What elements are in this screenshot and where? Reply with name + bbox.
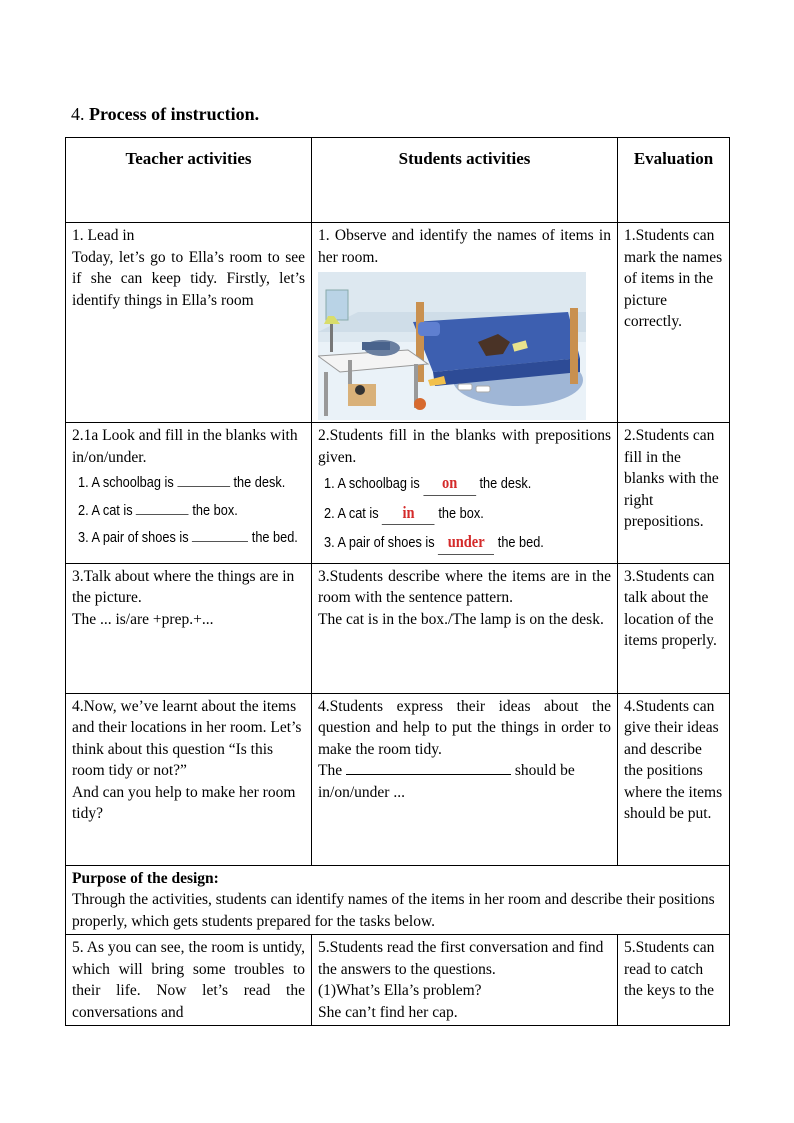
- students-cell: [312, 693, 618, 865]
- exercise-number: 2.: [78, 501, 89, 519]
- evaluation-cell: 5.Students can read to catch the keys to the: [618, 935, 730, 1026]
- exercise-text: the bed.: [497, 534, 544, 551]
- exercise-text: A schoolbag is: [337, 475, 420, 492]
- exercise-blank: [177, 486, 230, 487]
- table-row: [66, 935, 730, 1026]
- exercise-text: A pair of shoes is: [91, 529, 189, 546]
- exercise-text: the bed.: [251, 529, 298, 546]
- students-text: 1. Observe and identify the names of items in her room.: [318, 227, 611, 266]
- exercise-text: A schoolbag is: [91, 474, 174, 491]
- pattern-end: should be in/on/under ...: [318, 762, 575, 801]
- heading-title: Process of instruction.: [89, 104, 260, 124]
- pattern-blank: [346, 760, 511, 775]
- teacher-cell: [66, 423, 312, 564]
- pattern-start: The: [318, 762, 343, 779]
- exercise-text: the desk.: [479, 475, 532, 492]
- exercise-blank: [136, 514, 189, 515]
- table-row: [66, 563, 730, 693]
- table-row: [66, 423, 730, 564]
- students-cell: [312, 423, 618, 564]
- students-cell: [312, 223, 618, 423]
- teacher-cell: 1. Lead in Today, let’s go to Ella’s room to see if she can keep tidy. Firstly, let’s identify things in Ella’s room: [66, 223, 312, 423]
- purpose-title: Purpose of the design:: [72, 869, 219, 887]
- teacher-cell: 3.Talk about where the things are in the picture. The ... is/are +prep.+...: [66, 563, 312, 693]
- exercise-blank: [192, 541, 248, 542]
- exercise-blank: [382, 502, 435, 526]
- exercise-text: the box.: [192, 501, 238, 519]
- header-row: [66, 138, 730, 223]
- exercise-number: 2.: [324, 504, 335, 522]
- exercise-answer: in: [402, 502, 415, 522]
- table-row: [66, 223, 730, 423]
- evaluation-cell: 3.Students can talk about the location of the items properly.: [618, 563, 730, 693]
- sentence-pattern: [318, 760, 611, 803]
- teacher-cell: 5. As you can see, the room is untidy, which will bring some troubles to their life. Now let’s read the conversations and: [66, 935, 312, 1026]
- students-text: 2.Students fill in the blanks with prepositions given.: [318, 427, 611, 466]
- exercise-text: A pair of shoes is: [337, 534, 435, 551]
- table-row: [66, 693, 730, 865]
- instruction-table: [65, 137, 730, 1026]
- students-cell: 3.Students describe where the items are in the room with the sentence pattern. The cat is in the box./The lamp is on the desk.: [312, 563, 618, 693]
- bedroom-illustration: [318, 272, 586, 420]
- exercise-number: 1.: [324, 475, 335, 492]
- exercise-item: [324, 531, 568, 555]
- exercise-answer: on: [441, 473, 458, 492]
- teacher-text: 2.1a Look and fill in the blanks with in/on/under.: [72, 427, 298, 466]
- students-text: 4.Students express their ideas about the question and help to put the things in order to make the room tidy.: [318, 697, 611, 758]
- teacher-cell: 4.Now, we’ve learnt about the items and their locations in her room. Let’s think about this question “Is this room tidy or not?” And can you help to make her room tidy?: [66, 693, 312, 865]
- purpose-cell: [66, 865, 730, 935]
- evaluation-cell: 2.Students can fill in the blanks with the right prepositions.: [618, 423, 730, 564]
- exercise-number: 3.: [78, 529, 89, 546]
- evaluation-cell: 4.Students can give their ideas and describe the positions where the items should be put.: [618, 693, 730, 865]
- exercise-item: [78, 500, 271, 522]
- evaluation-cell: 1.Students can mark the names of items in the picture correctly.: [618, 223, 730, 423]
- header-teacher: Teacher activities: [66, 138, 312, 223]
- exercise-item: [78, 527, 298, 549]
- exercise-blank: [423, 472, 476, 496]
- exercise-blank: [438, 531, 494, 555]
- exercise-number: 3.: [324, 534, 335, 551]
- heading-number: 4.: [71, 104, 85, 124]
- exercise-text: A cat is: [337, 504, 379, 522]
- exercise-answer: under: [447, 532, 485, 551]
- exercise-text: A cat is: [91, 501, 133, 519]
- exercise-text: the desk.: [233, 474, 286, 491]
- exercise-item: [78, 472, 286, 494]
- exercise-text: the box.: [438, 504, 484, 522]
- header-evaluation: Evaluation: [618, 138, 730, 223]
- section-heading: [71, 104, 259, 125]
- purpose-text: Through the activities, students can identify names of the items in her room and describe their positions properly, which gets students prepared for the tasks below.: [72, 891, 715, 930]
- exercise-number: 1.: [78, 474, 89, 491]
- students-cell: 5.Students read the first conversation and find the answers to the questions. (1)What’s Ella’s problem? She can’t find her cap.: [312, 935, 618, 1026]
- exercise-item: [324, 472, 568, 496]
- exercise-item: [324, 502, 568, 526]
- purpose-row: [66, 865, 730, 935]
- header-students: Students activities: [312, 138, 618, 223]
